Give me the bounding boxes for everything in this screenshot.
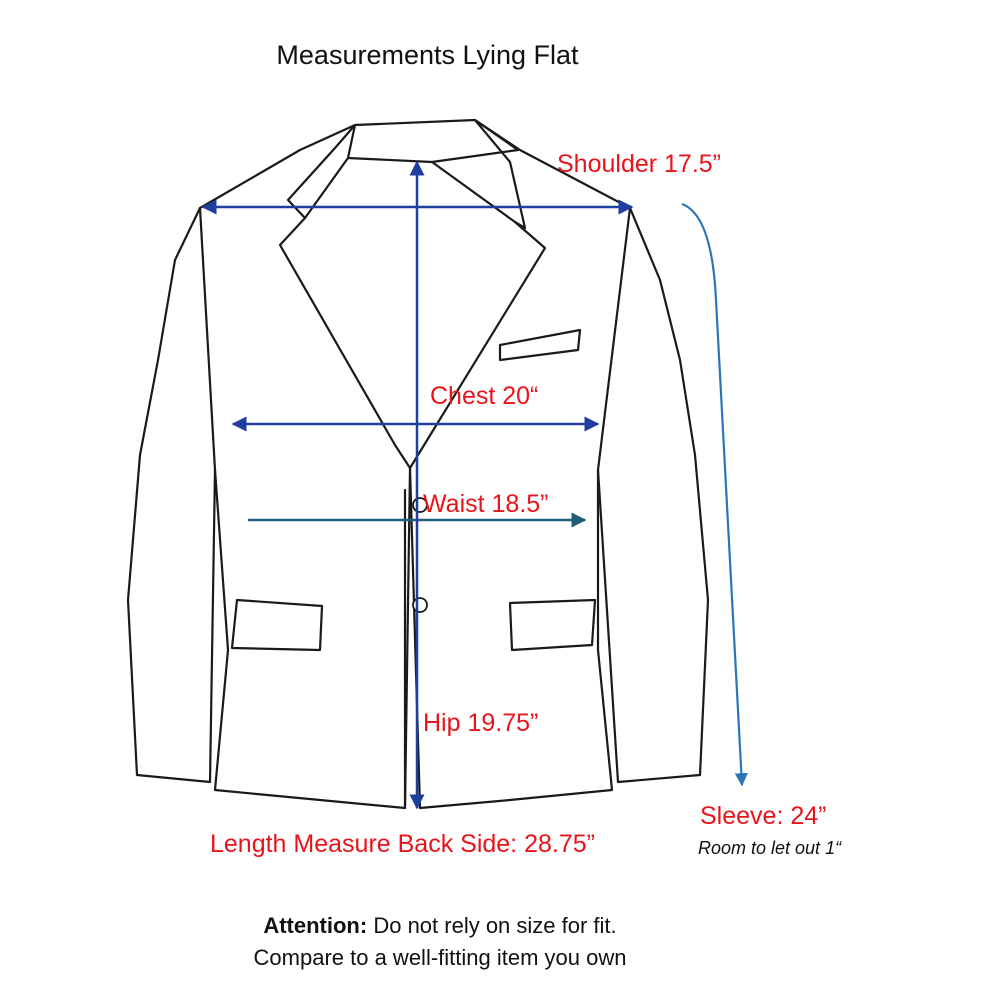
waist-label: Waist 18.5”	[423, 490, 549, 518]
collar-inner-left	[305, 158, 348, 218]
right-pocket-flap	[510, 600, 595, 650]
attention-label: Attention:	[263, 913, 368, 938]
hip-label: Hip 19.75”	[423, 709, 539, 737]
diagram-title: Measurements Lying Flat	[276, 40, 579, 70]
chest-label: Chest 20“	[430, 382, 539, 410]
shoulder-label: Shoulder 17.5”	[557, 150, 722, 178]
left-body	[200, 125, 410, 808]
right-lapel	[410, 120, 545, 468]
collar-inner-right	[432, 162, 515, 222]
right-body	[410, 120, 630, 808]
left-lapel	[280, 125, 410, 468]
sleeve-label: Sleeve: 24”	[700, 802, 827, 830]
attention-line-1	[0, 910, 880, 942]
attention-text-1: Do not rely on size for fit.	[373, 913, 617, 938]
right-sleeve	[598, 208, 708, 782]
length-label: Length Measure Back Side: 28.75”	[210, 830, 595, 858]
left-sleeve	[128, 208, 215, 782]
sleeve-arrow	[682, 204, 742, 785]
left-pocket-flap	[232, 600, 322, 650]
attention-line-2: Compare to a well-fitting item you own	[253, 945, 627, 970]
sleeve-note: Room to let out 1“	[698, 838, 842, 858]
breast-pocket	[500, 330, 580, 360]
button-bottom	[413, 598, 427, 612]
